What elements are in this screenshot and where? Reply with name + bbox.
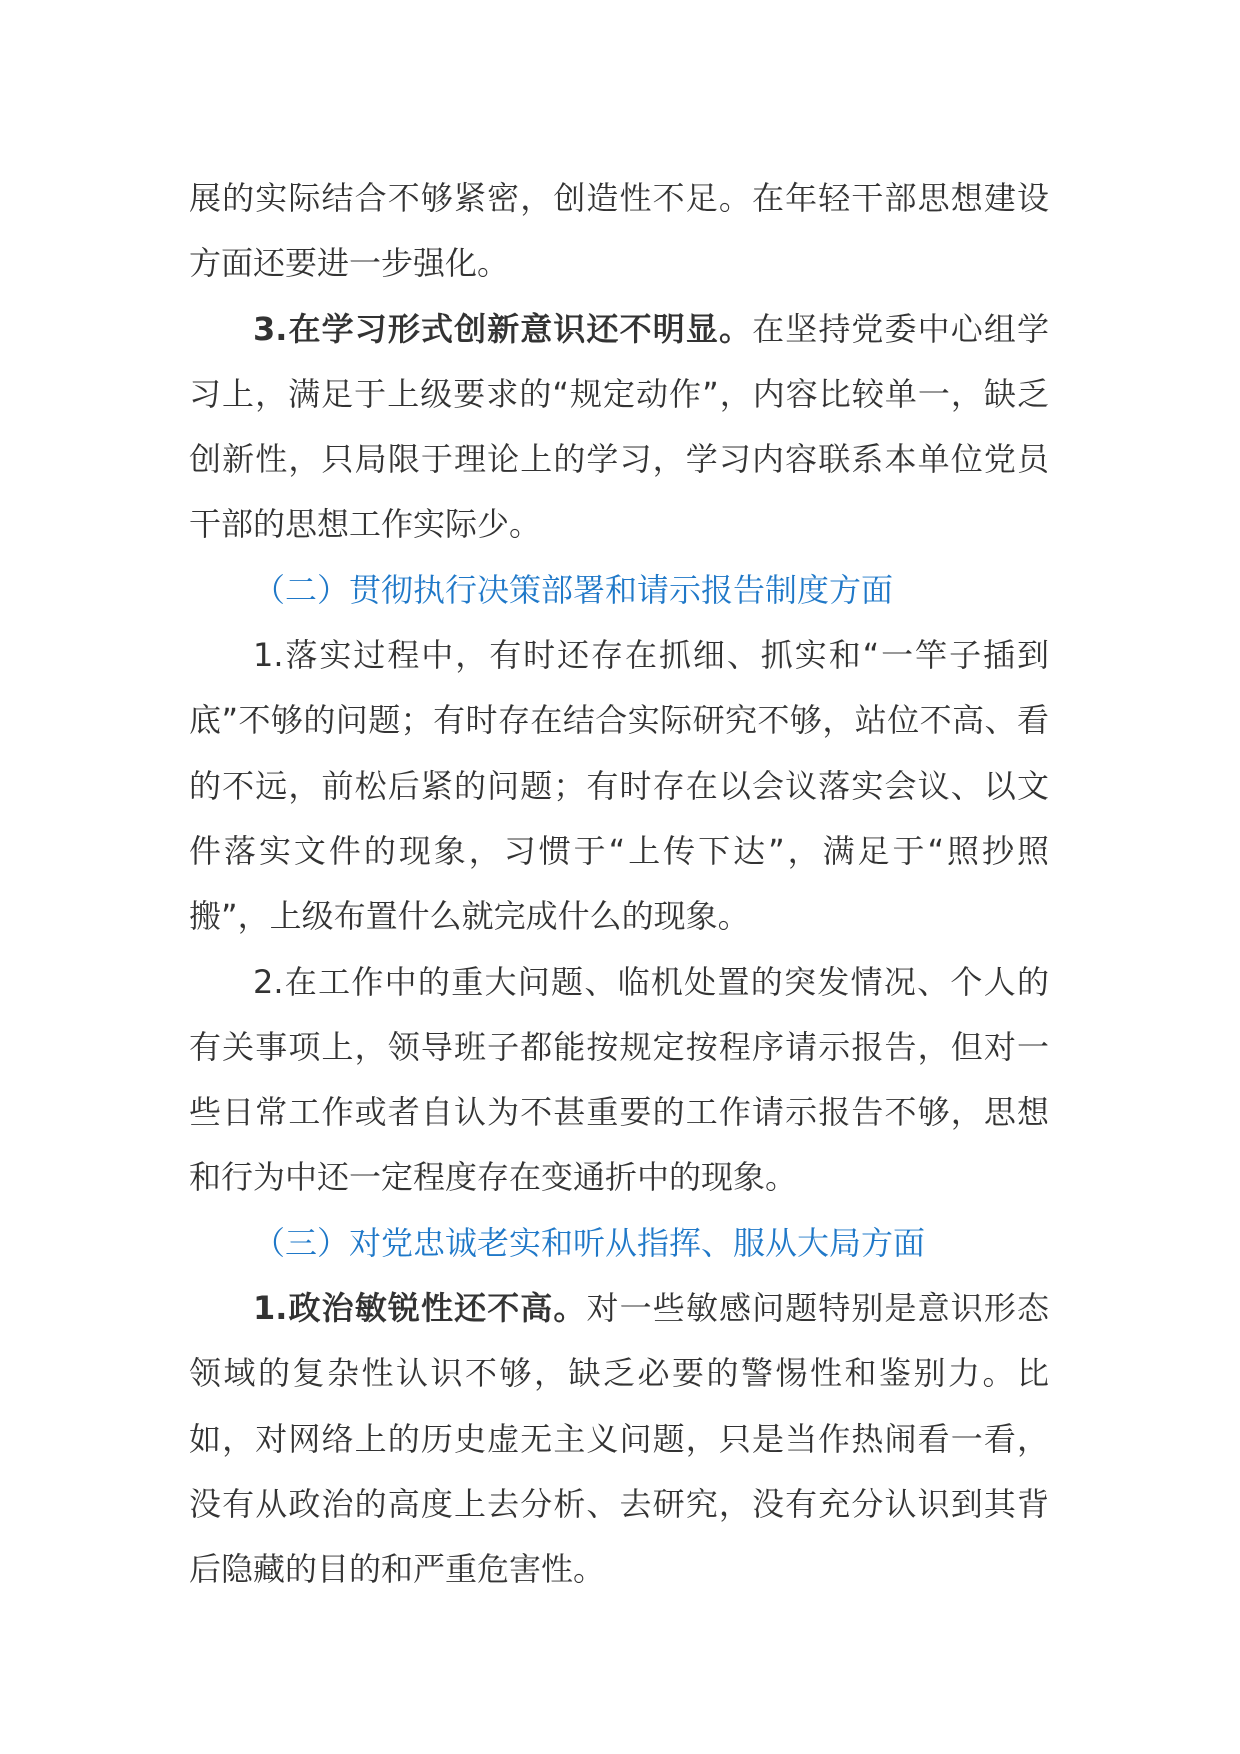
item-3-body: 在坚持党委中心组学习上，满足于上级要求的“规定动作”，内容比较单一，缺乏创新性，只局限于理论上的学习，学习内容联系本单位党员干部的思想工作实际少。 (189, 309, 1049, 544)
paragraph-3-1 (189, 1276, 1049, 1602)
item-3-lead: 3.在学习形式创新意识还不明显。 (253, 309, 753, 348)
item-3-1-body: 对一些敏感问题特别是意识形态领域的复杂性认识不够，缺乏必要的警惕性和鉴别力。比如，对网络上的历史虚无主义问题，只是当作热闹看一看，没有从政治的高度上去分析、去研究，没有充分认识到其背后隐藏的目的和严重危害性。 (189, 1289, 1049, 1589)
document-page (189, 166, 1049, 1603)
item-3-1-lead: 1.政治敏锐性还不高。 (253, 1289, 587, 1328)
paragraph-2-2: 2.在工作中的重大问题、临机处置的突发情况、个人的有关事项上，领导班子都能按规定按程序请示报告，但对一些日常工作或者自认为不甚重要的工作请示报告不够，思想和行为中还一定程度存在变通折中的现象。 (189, 962, 1049, 1197)
section-heading-2: （二）贯彻执行决策部署和请示报告制度方面 (253, 570, 894, 609)
paragraph-2-1: 1.落实过程中，有时还存在抓细、抓实和“一竿子插到底”不够的问题；有时存在结合实际研究不够，站位不高、看的不远，前松后紧的问题；有时存在以会议落实会议、以文件落实文件的现象，习惯于“上传下达”，满足于“照抄照搬”，上级布置什么就完成什么的现象。 (189, 636, 1049, 936)
paragraph-item-3 (189, 297, 1049, 558)
section-heading-3: （三）对党忠诚老实和听从指挥、服从大局方面 (253, 1223, 926, 1262)
paragraph-continuation: 展的实际结合不够紧密，创造性不足。在年轻干部思想建设方面还要进一步强化。 (189, 179, 1049, 283)
